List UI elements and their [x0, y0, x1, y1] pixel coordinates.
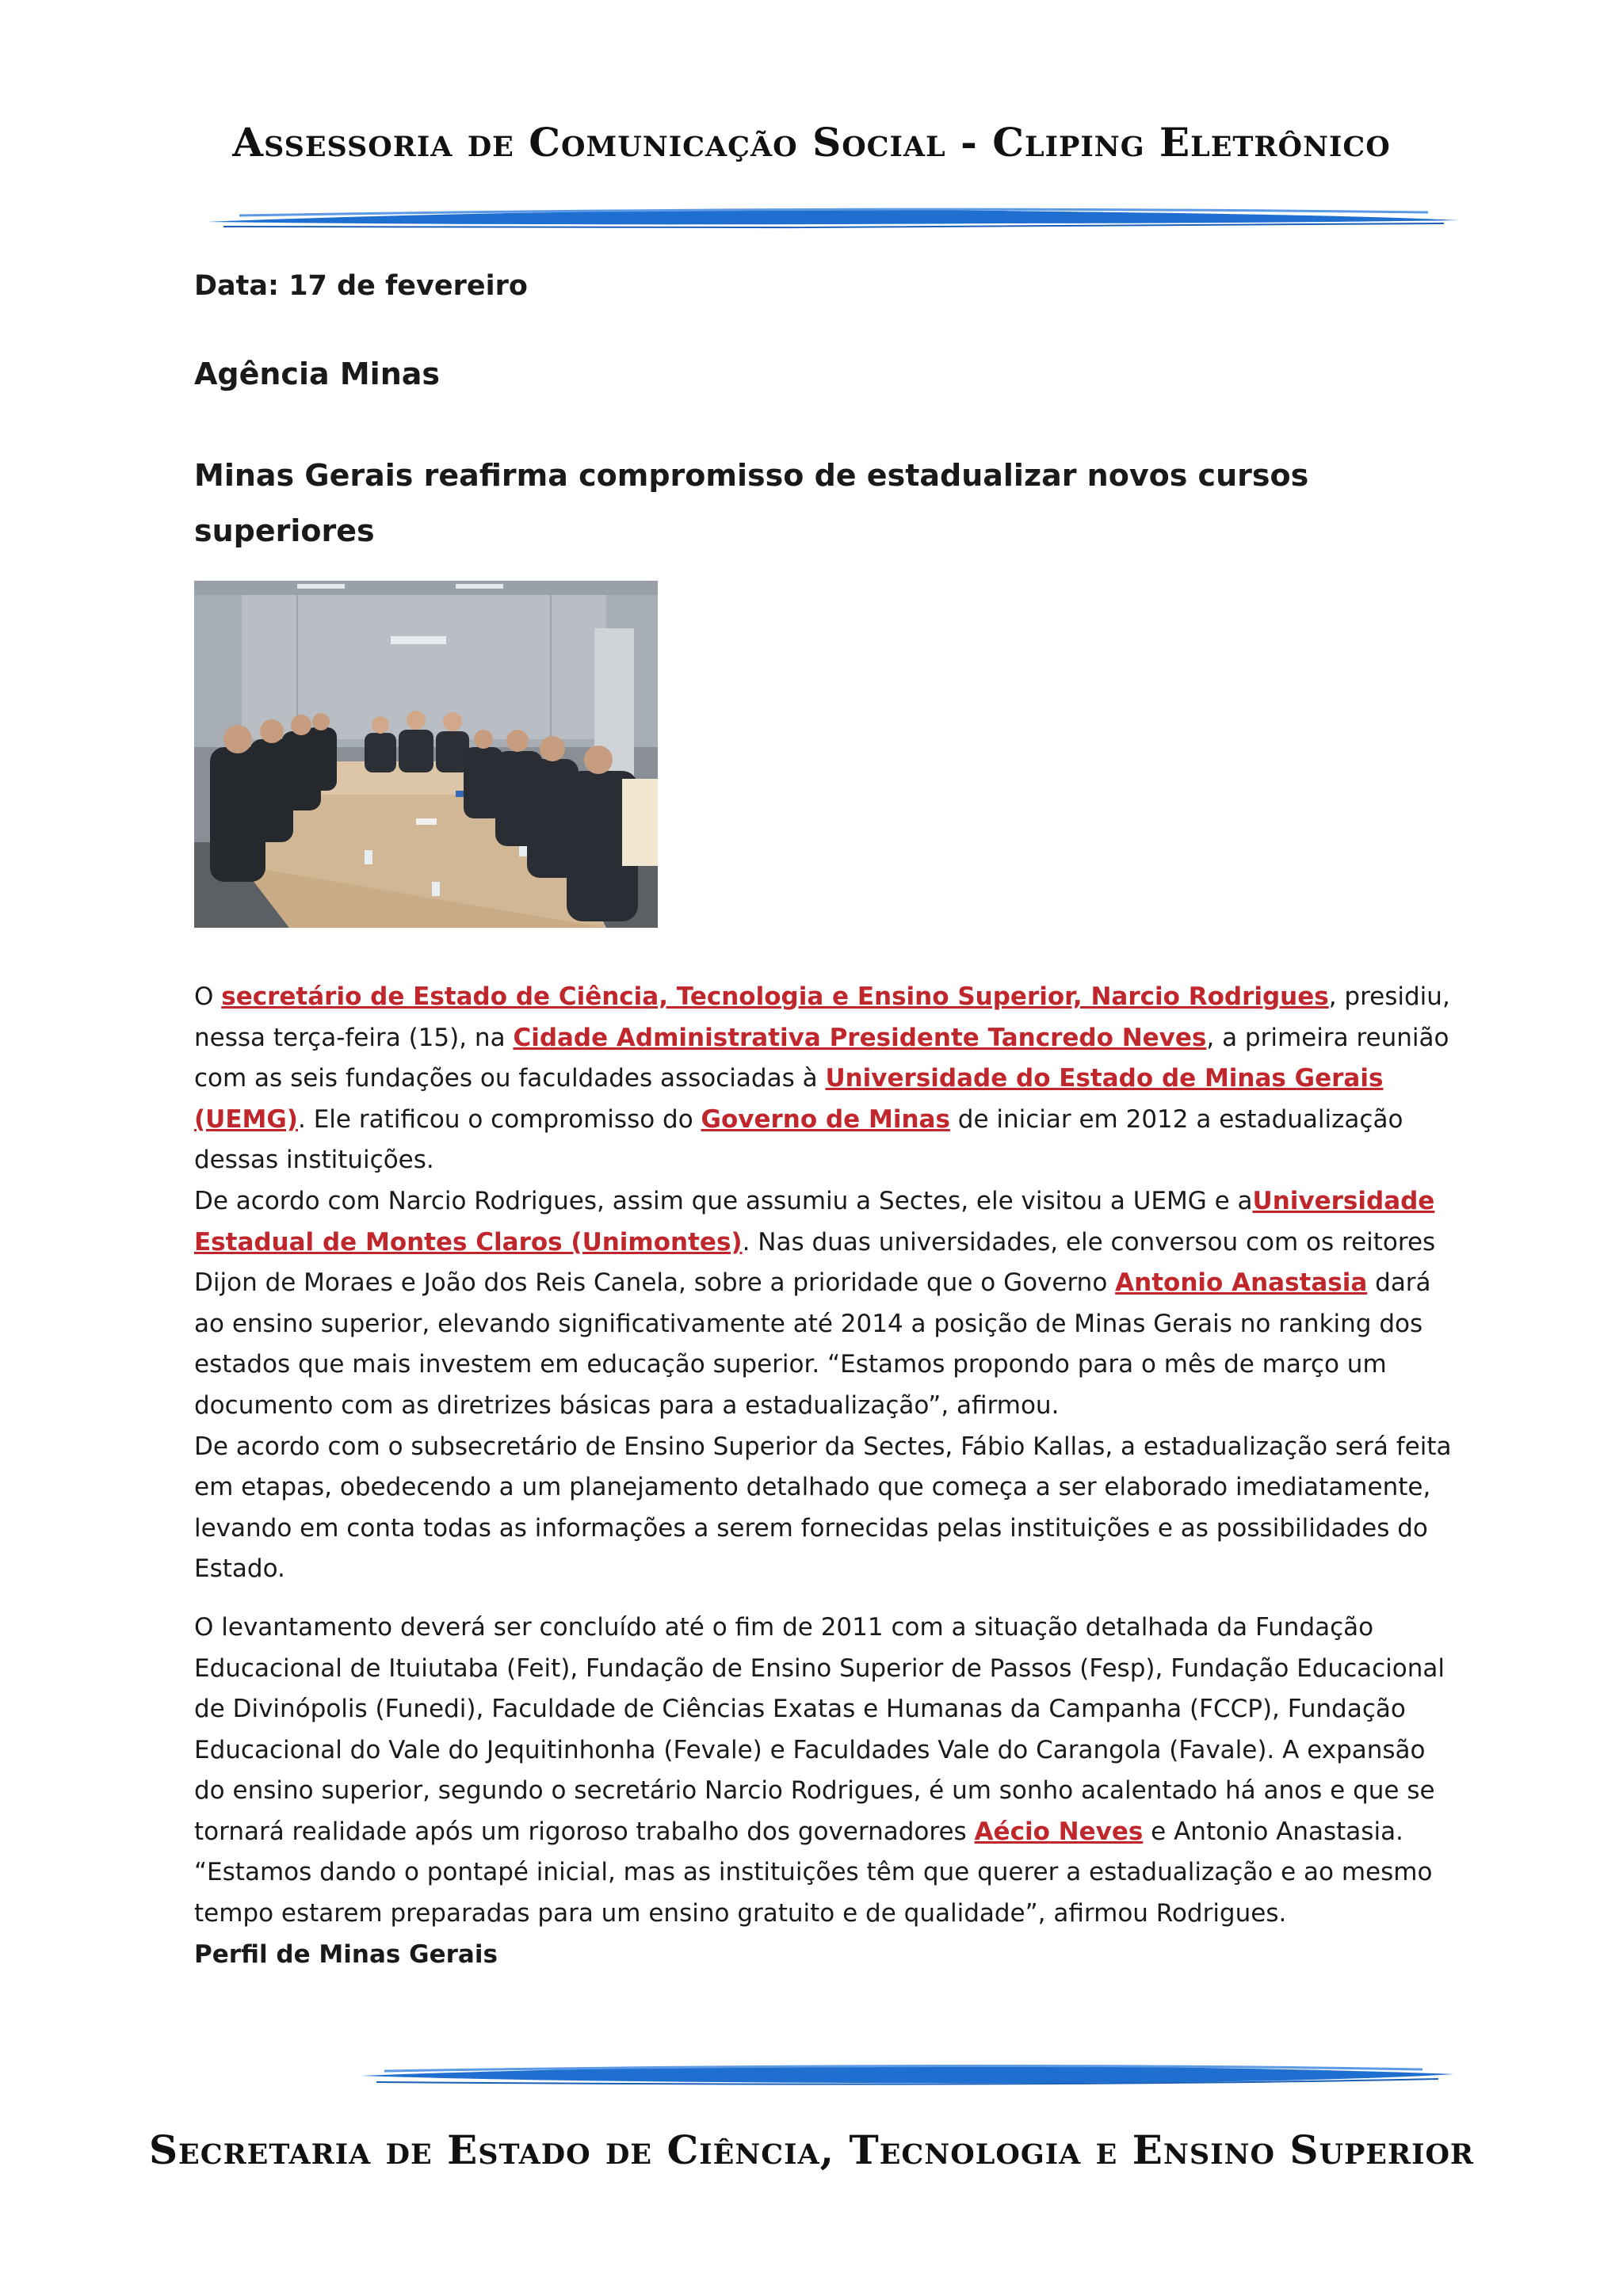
paragraph-2: De acordo com Narcio Rodrigues, assim que assumiu a Sectes, ele visitou a UEMG e aUniversidade Estadual de Montes Claros (Unimontes). Nas duas universidades, ele conversou com os reitores Dijon de Moraes e João dos Reis Canela, sobre a prioridade que o Governo Antonio Anastasia dará ao ensino superior, elevando significativamente até 2014 a posição de Minas Gerais no ranking dos estados que mais investem em educação superior. “Estamos propondo para o mês de março um documento com as diretrizes básicas para a estadualização”, afirmou. — [194, 1186, 1436, 1420]
meeting-photo — [194, 581, 658, 928]
link-unimontes[interactable]: Universidade Estadual de Montes Claros (Unimontes) — [194, 1186, 1435, 1257]
article-body — [194, 977, 1462, 1975]
paragraph-3: De acordo com o subsecretário de Ensino Superior da Sectes, Fábio Kallas, a estadualização será feita em etapas, obedecendo a um planejamento detalhado que começa a ser elaborado imediatamente, levando em conta todas as informações a serem fornecidas pelas instituições e as possibilidades do Estado. — [194, 1432, 1452, 1584]
link-antonio-anastasia[interactable]: Antonio Anastasia — [1115, 1268, 1368, 1298]
link-secretario[interactable]: secretário de Estado de Ciência, Tecnologia e Ensino Superior, Narcio Rodrigues — [221, 982, 1329, 1011]
header-title: Assessoria de Comunicação Social - Cliping Eletrônico — [232, 119, 1391, 166]
article-date: Data: 17 de fevereiro — [194, 270, 528, 302]
article-source: Agência Minas — [194, 357, 441, 391]
link-aecio-neves[interactable]: Aécio Neves — [974, 1817, 1144, 1846]
footer-brush-stroke — [361, 2061, 1454, 2090]
paragraph-4: O levantamento deverá ser concluído até o fim de 2011 com a situação detalhada da Fundação Educacional de Ituiutaba (Feit), Fundação de Ensino Superior de Passos (Fesp), Fundação Educacional de Divinópolis (Funedi), Faculdade de Ciências Exatas e Humanas da Campanha (FCCP), Fundação Educacional do Vale do Jequitinhonha (Fevale) e Faculdades Vale do Carangola (Favale). A expansão do ensino superior, segundo o secretário Narcio Rodrigues, é um sonho acalentado há anos e que se tornará realidade após um rigoroso trabalho dos governadores Aécio Neves e Antonio Anastasia. — [194, 1612, 1445, 1846]
footer-title: Secretaria de Estado de Ciência, Tecnologia e Ensino Superior — [148, 2126, 1475, 2173]
link-uemg[interactable]: Universidade do Estado de Minas Gerais (UEMG) — [194, 1064, 1384, 1134]
link-cidade-administrativa[interactable]: Cidade Administrativa Presidente Tancredo Neves — [513, 1023, 1207, 1052]
article-headline: Minas Gerais reafirma compromisso de estadualizar novos cursos superiores — [194, 458, 1309, 548]
header-brush-stroke — [208, 204, 1460, 233]
section-subheading: Perfil de Minas Gerais — [194, 1939, 498, 1969]
paragraph-5: “Estamos dando o pontapé inicial, mas as instituições têm que querer a estadualização e ao mesmo tempo estarem preparadas para um ensino gratuito e de qualidade”, afirmou Rodrigues. — [194, 1858, 1433, 1928]
link-governo-de-minas[interactable]: Governo de Minas — [701, 1104, 950, 1134]
paragraph-1: O secretário de Estado de Ciência, Tecnologia e Ensino Superior, Narcio Rodrigues, presidiu, nessa terça-feira (15), na Cidade Administrativa Presidente Tancredo Neves, a primeira reunião com as seis fundações ou faculdades associadas à Universidade do Estado de Minas Gerais (UEMG). Ele ratificou o compromisso do Governo de Minas de iniciar em 2012 a estadualização dessas instituições. — [194, 982, 1450, 1175]
